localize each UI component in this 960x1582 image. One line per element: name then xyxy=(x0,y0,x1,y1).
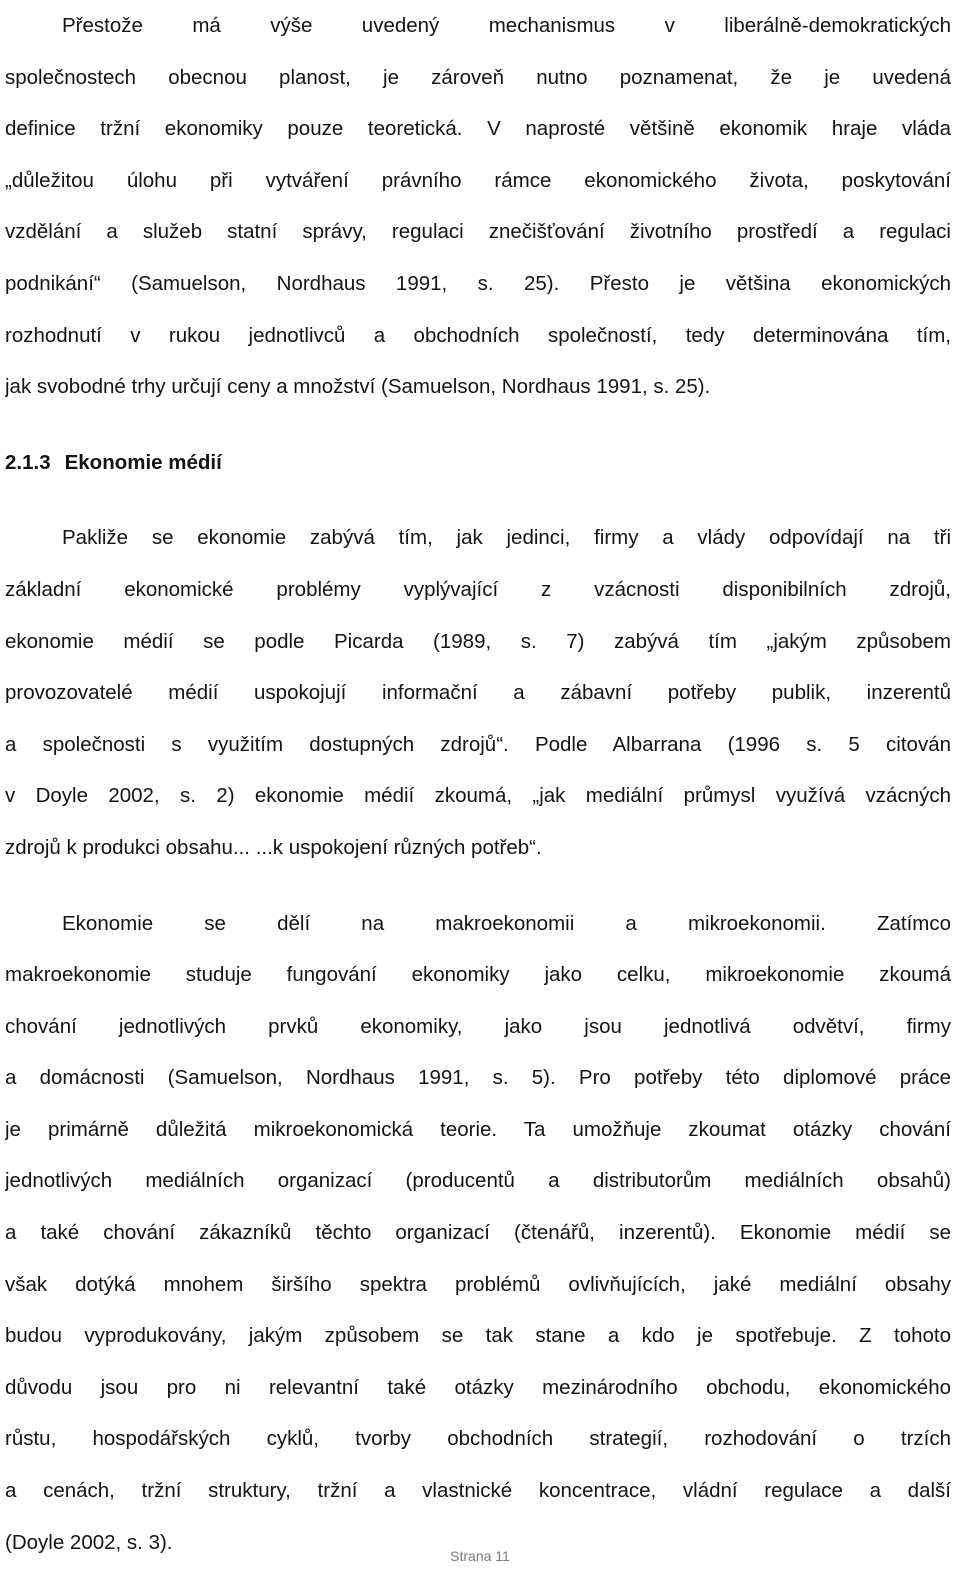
page-number-footer: Strana 11 xyxy=(450,1548,510,1564)
paragraph-line: Ekonomie se dělí na makroekonomii a mikroekonomii. Zatímco xyxy=(62,911,951,935)
paragraph-line: chování jednotlivých prvků ekonomiky, jako jsou jednotlivá odvětví, firmy xyxy=(5,1014,951,1038)
paragraph-line: (Doyle 2002, s. 3). xyxy=(5,1530,173,1554)
paragraph-line: Pakliže se ekonomie zabývá tím, jak jedinci, firmy a vlády odpovídají na tři xyxy=(62,526,951,550)
paragraph-line: základní ekonomické problémy vyplývající z vzácnosti disponibilních zdrojů, xyxy=(5,577,951,601)
section-title: Ekonomie médií xyxy=(64,450,222,474)
paragraph-2 xyxy=(5,512,951,873)
paragraph-line: „důležitou úlohu při vytváření právního rámce ekonomického života, poskytování xyxy=(5,168,951,192)
paragraph-line: Přestože má výše uvedený mechanismus v liberálně-demokratických xyxy=(62,14,951,37)
paragraph-line: a cenách, tržní struktury, tržní a vlastnické koncentrace, vládní regulace a další xyxy=(5,1479,951,1503)
paragraph-line: jak svobodné trhy určují ceny a množství (Samuelson, Nordhaus 1991, s. 25). xyxy=(5,375,711,399)
paragraph-line: provozovatelé médií uspokojují informační a zábavní potřeby publik, inzerentů xyxy=(5,681,951,705)
paragraph-line: jednotlivých mediálních organizací (producentů a distributorům mediálních obsahů) xyxy=(5,1169,951,1193)
paragraph-line: a také chování zákazníků těchto organizací (čtenářů, inzerentů). Ekonomie médií se xyxy=(5,1221,951,1245)
paragraph-1 xyxy=(5,0,951,413)
paragraph-3 xyxy=(5,898,951,1569)
paragraph-line: podnikání“ (Samuelson, Nordhaus 1991, s. 25). Přesto je většina ekonomických xyxy=(5,271,951,295)
paragraph-line: a společnosti s využitím dostupných zdrojů“. Podle Albarrana (1996 s. 5 citován xyxy=(5,732,951,756)
paragraph-line: a domácnosti (Samuelson, Nordhaus 1991, s. 5). Pro potřeby této diplomové práce xyxy=(5,1066,951,1090)
paragraph-line: vzdělání a služeb statní správy, regulaci znečišťování životního prostředí a regulaci xyxy=(5,220,951,244)
paragraph-line: makroekonomie studuje fungování ekonomiky jako celku, mikroekonomie zkoumá xyxy=(5,963,951,987)
section-number: 2.1.3 xyxy=(5,450,51,474)
paragraph-line: je primárně důležitá mikroekonomická teorie. Ta umožňuje zkoumat otázky chování xyxy=(5,1117,951,1141)
paragraph-line: definice tržní ekonomiky pouze teoretická. V naprosté většině ekonomik hraje vláda xyxy=(5,117,951,141)
paragraph-line: budou vyprodukovány, jakým způsobem se tak stane a kdo je spotřebuje. Z tohoto xyxy=(5,1324,951,1348)
paragraph-line: ekonomie médií se podle Picarda (1989, s. 7) zabývá tím „jakým způsobem xyxy=(5,629,951,653)
section-heading xyxy=(5,437,951,489)
paragraph-line: důvodu jsou pro ni relevantní také otázky mezinárodního obchodu, ekonomického xyxy=(5,1375,951,1399)
paragraph-line: však dotýká mnohem širšího spektra problémů ovlivňujících, jaké mediální obsahy xyxy=(5,1272,951,1296)
paragraph-line: růstu, hospodářských cyklů, tvorby obchodních strategií, rozhodování o trzích xyxy=(5,1427,951,1451)
document-page xyxy=(5,0,951,1568)
paragraph-line: společnostech obecnou planost, je zároveň nutno poznamenat, že je uvedená xyxy=(5,65,951,89)
paragraph-line: zdrojů k produkci obsahu... ...k uspokojení různých potřeb“. xyxy=(5,835,542,859)
paragraph-line: rozhodnutí v rukou jednotlivců a obchodních společností, tedy determinována tím, xyxy=(5,323,951,347)
paragraph-line: v Doyle 2002, s. 2) ekonomie médií zkoumá, „jak mediální průmysl využívá vzácných xyxy=(5,784,951,808)
